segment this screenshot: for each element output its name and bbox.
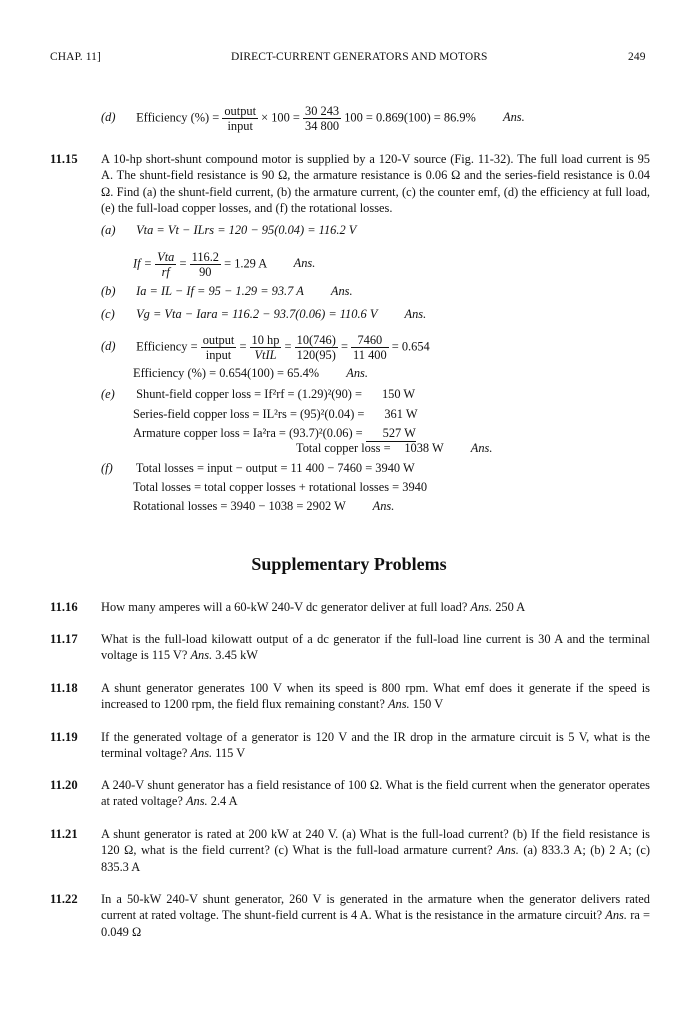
problem-number: 11.18 (50, 681, 78, 695)
fraction-vta-rf (155, 250, 176, 279)
question: A shunt generator is rated at 200 kW at 240 V. (a) What is the full-load current? (b) If the field resistance is 120 Ω, what is the field current? (c) What is the full-load armature current? (101, 827, 650, 858)
ans-label: Ans. (470, 600, 496, 614)
value: 1038 W (404, 441, 444, 455)
problem-number: 11.20 (50, 778, 78, 792)
numerator: Vta (157, 250, 175, 264)
prev-part-d (101, 104, 525, 133)
equation: Total losses = total copper losses + rotational losses = 3940 (133, 480, 428, 494)
running-title: DIRECT-CURRENT GENERATORS AND MOTORS (231, 51, 488, 63)
solution-d-efficiency (133, 366, 368, 381)
equation: Rotational losses = 3940 − 1038 = 2902 W (133, 499, 346, 513)
answer: 150 V (412, 697, 444, 712)
equation: Armature copper loss = Ia²ra = (93.7)²(0.06) = (133, 426, 363, 440)
value: 361 W (384, 407, 418, 421)
problem-number: 11.22 (50, 892, 78, 906)
denominator: rf (161, 265, 170, 279)
equation-lhs: Efficiency = (136, 339, 198, 354)
problem-number: 11.19 (50, 730, 78, 744)
question: If the generated voltage of a generator is 120 V and the IR drop in the armature circuit is 5 V, what is the terminal voltage? (101, 730, 650, 761)
problem-text (101, 680, 650, 713)
answer: 2.4 A (210, 794, 238, 809)
solution-d: (d) Efficiency = $\frac{\text{output}}{\text{input}}$ = $\frac{10 hp}{\text{VtIL}}$ = $\frac{10(746)}{120(95)}$ = $\frac{7460}{11 400}$ = 0.654 (101, 333, 430, 362)
fraction-values (303, 104, 341, 133)
fraction-values (190, 250, 221, 279)
problem-number: 11.21 (50, 827, 78, 841)
result: = 0.654 (391, 339, 430, 354)
numerator: 7460 (351, 333, 389, 348)
question: How many amperes will a 60-kW 240-V dc generator deliver at full load? (101, 600, 471, 614)
ans-label: Ans. (190, 746, 216, 761)
solution-f-line3 (133, 499, 394, 514)
numerator: output (224, 104, 257, 118)
section-title: Supplementary Problems (251, 554, 447, 574)
part-label: (b) (101, 284, 116, 298)
equation: Ia = IL − If = 95 − 1.29 = 93.7 A (136, 284, 304, 298)
part-label: (e) (101, 387, 115, 401)
problem-number: 11.16 (50, 600, 78, 614)
question: In a 50-kW 240-V shunt generator, 260 V is generated in the armature when the generator delivers rated current at rated voltage. The shunt-field current is 4 A. What is the resistance in the armature circuit? (101, 892, 650, 923)
solution-a-line2 (133, 250, 315, 279)
solution-e-total (296, 441, 492, 456)
part-label: (c) (101, 307, 115, 321)
equation: Vta = Vt − ILrs = 120 − 95(0.04) = 116.2 V (136, 223, 357, 237)
ans-label: Ans. (372, 499, 395, 513)
question: What is the full-load kilowatt output of a dc generator if the full-load line current is 30 A and the terminal voltage is 115 V? (101, 632, 650, 663)
problem-text (101, 631, 650, 664)
equation: Shunt-field copper loss = If²rf = (1.29)²(90) = (136, 387, 363, 401)
denominator: 90 (199, 265, 212, 279)
numerator: 10(746) (296, 333, 336, 347)
ans-label: Ans. (346, 366, 368, 380)
denominator: input (227, 119, 253, 133)
solution-e-series (133, 407, 418, 422)
numerator: 30 243 (305, 104, 340, 118)
fraction-output-input (222, 104, 258, 133)
solution-e-shunt (101, 387, 415, 402)
problem-text (101, 826, 650, 875)
part-label: (a) (101, 223, 116, 237)
value: 527 W (366, 426, 416, 442)
answer: 115 V (215, 746, 246, 761)
efficiency-lhs: Efficiency (%) = (136, 110, 220, 125)
ans-label: Ans. (330, 284, 353, 298)
ans-label: Ans. (503, 110, 525, 125)
problem-text (101, 891, 650, 940)
denominator: 34 800 (305, 119, 340, 133)
numerator: 116.2 (191, 250, 219, 264)
part-label: (d) (101, 339, 116, 354)
problem-text (101, 729, 650, 762)
fraction-2 (250, 333, 282, 362)
ans-label: Ans. (293, 256, 316, 271)
ans-label: Ans. (190, 648, 216, 663)
answer: ra = 0.049 Ω (101, 908, 650, 939)
answer: 250 A (495, 600, 526, 614)
problem-number: 11.15 (50, 152, 78, 166)
numerator: 10 hp (251, 333, 280, 347)
fraction-1 (201, 333, 237, 362)
problem-text (101, 777, 650, 810)
solution-a-line1 (101, 223, 356, 238)
problem-statement: A 10-hp short-shunt compound motor is supplied by a 120-V source (Fig. 11-32). The full load current is 95 A. The shunt-field resistance is 90 Ω, the armature resistance is 0.06 Ω and the series-field resistance is 0.04 Ω. Find (a) the shunt-field current, (b) the armature current, (c) the counter emf, (d) the efficiency at full load, (e) the full-load copper losses, and (f) the rotational losses. (101, 152, 650, 216)
problem-text (101, 599, 650, 615)
solution-f-line2 (133, 480, 427, 495)
denominator: input (205, 348, 232, 362)
page-number: 249 (628, 51, 646, 63)
equation: Efficiency (%) = 0.654(100) = 65.4% (133, 366, 320, 380)
equation: Vg = Vta − Iara = 116.2 − 93.7(0.06) = 110.6 V (136, 307, 378, 321)
ans-label: Ans. (185, 794, 211, 809)
ans-label: Ans. (605, 908, 631, 923)
efficiency-result: 100 = 0.869(100) = 86.9% (344, 110, 476, 125)
ans-label: Ans. (470, 441, 493, 455)
equation: Total losses = input − output = 11 400 − 7460 = 3940 W (135, 461, 415, 475)
solution-c (101, 307, 426, 322)
problem-number: 11.17 (50, 632, 78, 646)
denominator: 120(95) (296, 348, 336, 362)
solution-e-armature (133, 426, 416, 442)
solution-b (101, 284, 353, 299)
ans-label: Ans. (387, 697, 413, 712)
part-label: (f) (101, 461, 113, 475)
equation: Series-field copper loss = IL²rs = (95)²(0.04) = (133, 407, 365, 421)
equation: Total copper loss = (296, 441, 391, 455)
fraction-4 (351, 333, 389, 362)
answer: (a) 833.3 A; (b) 2 A; (c) 835.3 A (101, 843, 650, 874)
answer: 3.45 kW (215, 648, 258, 663)
solution-f-line1 (101, 461, 415, 476)
denominator: 11 400 (353, 348, 387, 362)
chapter-label: CHAP. 11] (50, 51, 101, 63)
numerator: output (202, 333, 235, 347)
result: = 1.29 A (224, 256, 267, 271)
question: A shunt generator generates 100 V when its speed is 800 rpm. What emf does it generate if the speed is increased to 1200 rpm, the field flux remaining constant? (101, 681, 650, 712)
fraction-3 (295, 333, 338, 362)
equation-lhs: If = (133, 256, 153, 271)
question: A 240-V shunt generator has a field resistance of 100 Ω. What is the field current when the generator operates at rated voltage? (101, 778, 650, 809)
denominator: VtIL (254, 348, 277, 362)
equals: = (179, 256, 187, 271)
times-100: × 100 = (261, 110, 300, 125)
part-label: (d) (101, 110, 116, 125)
ans-label: Ans. (497, 843, 524, 858)
value: 150 W (381, 387, 416, 401)
ans-label: Ans. (404, 307, 427, 321)
